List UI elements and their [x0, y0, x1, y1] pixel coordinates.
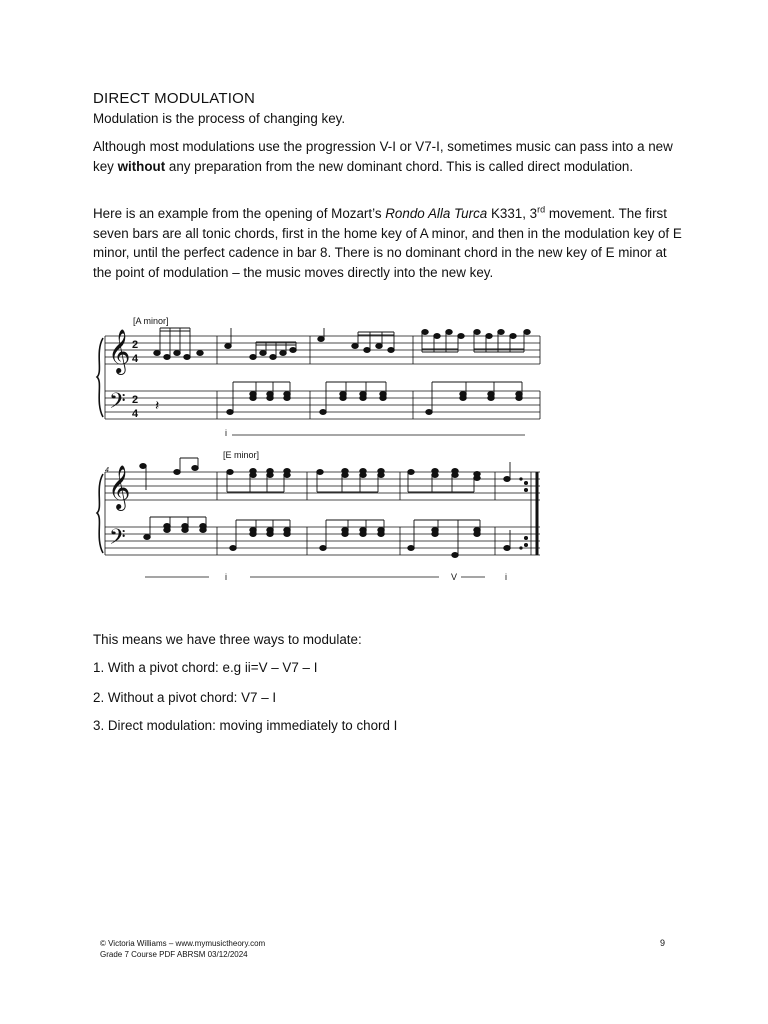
list-item: 1. With a pivot chord: e.g ii=V – V7 – I	[93, 660, 318, 675]
roman-numeral: i	[505, 572, 507, 582]
roman-numeral: i	[225, 428, 227, 438]
melody-notes-system-2	[140, 458, 522, 492]
footer	[100, 938, 265, 960]
bass-chords-system-2	[144, 517, 522, 558]
page-number: 9	[660, 938, 666, 948]
roman-numeral: V	[451, 572, 458, 582]
paragraph-summary: This means we have three ways to modulate:	[93, 632, 362, 647]
paragraph-example	[93, 204, 683, 282]
time-signature-bottom: 4	[132, 408, 139, 420]
paragraph-definition: Modulation is the process of changing key.	[93, 111, 346, 126]
time-signature-top: 2	[132, 339, 139, 351]
text: any preparation from the new dominant chord. This is called direct modulation.	[165, 158, 634, 174]
bass-clef-icon: 𝄢	[109, 388, 126, 418]
text: K331, 3	[487, 206, 538, 221]
measure-number: 4	[105, 467, 109, 474]
roman-numeral: i	[225, 572, 227, 582]
section-heading: DIRECT MODULATION	[93, 90, 256, 107]
footer-copyright: © Victoria Williams – www.mymusictheory.com	[100, 939, 266, 948]
key-label-e-minor: [E minor]	[223, 450, 260, 460]
text: Although most modulations use the progression V-I or V7-I, sometimes music can pass into a new key	[93, 139, 673, 174]
melody-notes	[154, 328, 531, 360]
work-title: Rondo Alla Turca	[385, 206, 488, 221]
treble-clef-icon: 𝄞	[108, 467, 131, 509]
music-score-excerpt	[95, 312, 545, 587]
list-item: 3. Direct modulation: moving immediately to chord I	[93, 718, 398, 733]
time-signature-bottom: 4	[132, 353, 139, 365]
ordinal-suffix: rd	[537, 204, 546, 215]
list-item: 2. Without a pivot chord: V7 – I	[93, 690, 277, 705]
bass-clef-icon: 𝄢	[109, 524, 126, 554]
treble-clef-icon: 𝄞	[108, 331, 131, 373]
time-signature-top: 2	[132, 394, 139, 406]
emphasis-bold: without	[117, 158, 166, 174]
footer-course-info: Grade 7 Course PDF ABRSM 03/12/2024	[100, 950, 248, 959]
text: Here is an example from the opening of Mozart’s	[93, 206, 386, 221]
key-label-a-minor: [A minor]	[133, 316, 169, 326]
paragraph-intro	[93, 137, 683, 176]
quarter-rest-icon: 𝄽	[155, 397, 160, 413]
text: movement. The first seven bars are all tonic chords, first in the home key of A minor, and then in the modulation key of E minor, until the perfect cadence in bar 8. There is no dominant chord in the new key of E minor at the point of modulation – the music moves directly into the new key.	[93, 206, 682, 280]
